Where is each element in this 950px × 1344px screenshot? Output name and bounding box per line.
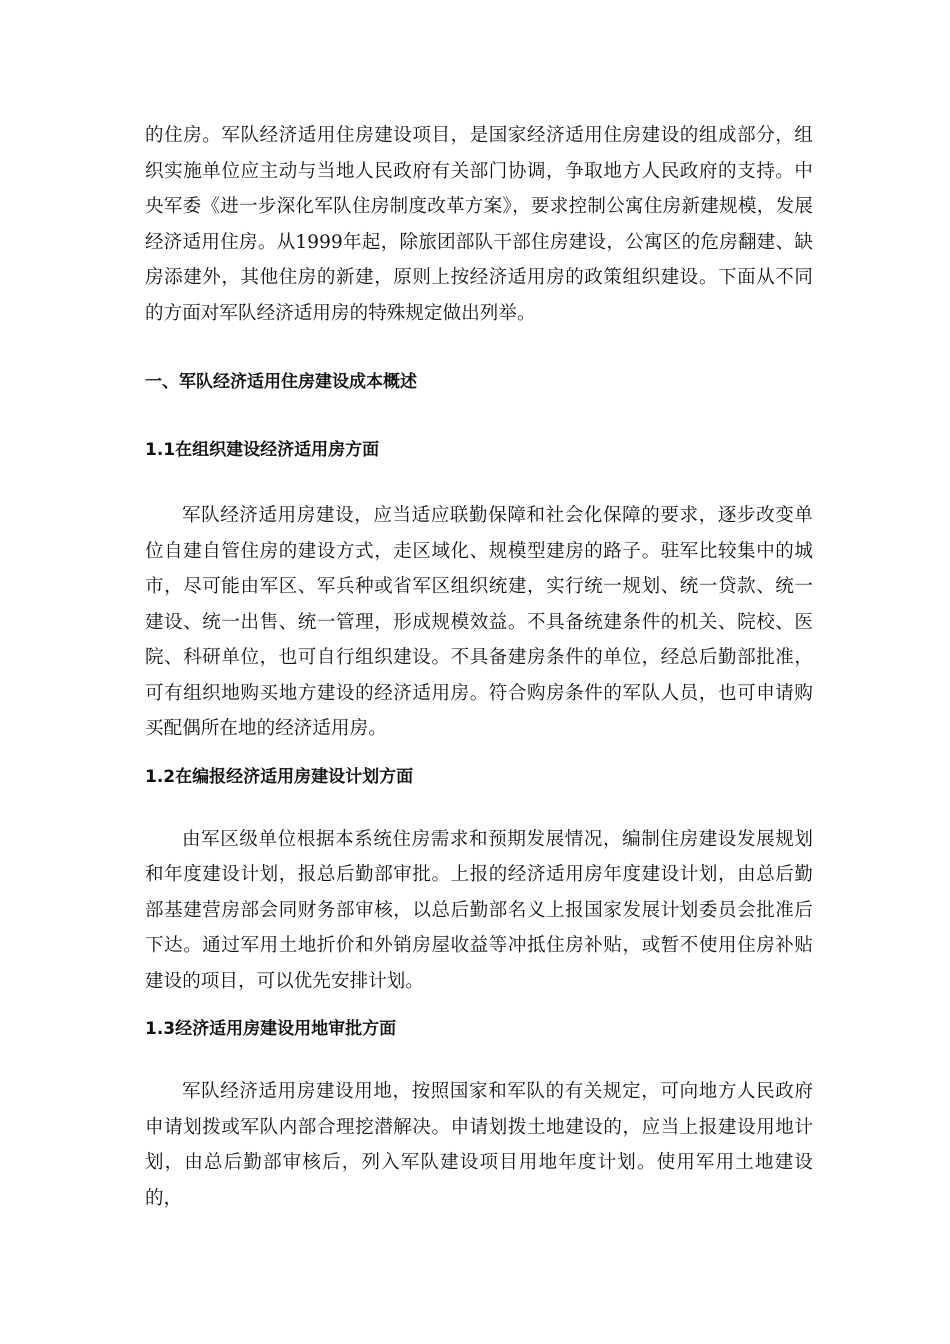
document-page [145, 118, 813, 1216]
subsection-body-1-3: 军队经济适用房建设用地，按照国家和军队的有关规定，可向地方人民政府申请划拨或军队内部合理挖潜解决。申请划拨土地建设的，应当上报建设用地计划，由总后勤部审核后，列入军队建设项目用地年度计划。使用军用土地建设的， [145, 1081, 813, 1209]
subsection-heading-1-1: 1.1在组织建设经济适用房方面 [145, 440, 380, 460]
subsection-body-1-1: 军队经济适用房建设，应当适应联勤保障和社会化保障的要求，逐步改变单位自建自管住房的建设方式，走区域化、规模型建房的路子。驻军比较集中的城市，尽可能由军区、军兵种或省军区组织统建，实行统一规划、统一贷款、统一建设、统一出售、统一管理，形成规模效益。不具备统建条件的机关、院校、医院、科研单位，也可自行组织建设。不具备建房条件的单位，经总后勤部批准，可有组织地购买地方建设的经济适用房。符合购房条件的军队人员，也可申请购买配偶所在地的经济适用房。 [145, 505, 813, 739]
section-heading: 一、军队经济适用住房建设成本概述 [145, 372, 417, 392]
subsection-heading-1-2: 1.2在编报经济适用房建设计划方面 [145, 766, 414, 787]
subsection-heading-1-3: 1.3经济适用房建设用地审批方面 [145, 1019, 397, 1039]
intro-paragraph: 的住房。军队经济适用住房建设项目，是国家经济适用住房建设的组成部分，组织实施单位应主动与当地人民政府有关部门协调，争取地方人民政府的支持。中央军委《进一步深化军队住房制度改革方案》，要求控制公寓住房新建规模，发展经济适用住房。从1999年起，除旅团部队干部住房建设，公寓区的危房翻建、缺房添建外，其他住房的新建，原则上按经济适用房的政策组织建设。下面从不同的方面对军队经济适用房的特殊规定做出列举。 [145, 125, 813, 324]
subsection-body-1-2: 由军区级单位根据本系统住房需求和预期发展情况，编制住房建设发展规划和年度建设计划，报总后勤部审批。上报的经济适用房年度建设计划，由总后勤部基建营房部会同财务部审核，以总后勤部名义上报国家发展计划委员会批准后下达。通过军用土地折价和外销房屋收益等冲抵住房补贴，或暂不使用住房补贴建设的项目，可以优先安排计划。 [145, 828, 813, 992]
